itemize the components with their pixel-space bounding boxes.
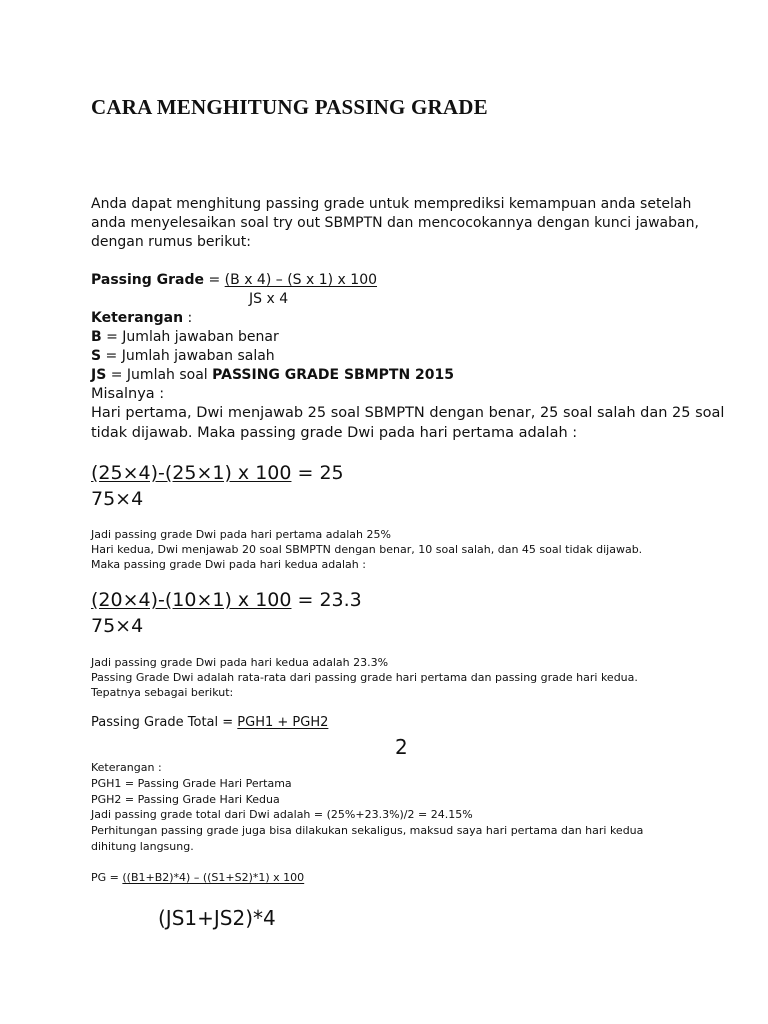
- intro-line-2: anda menyelesaikan soal try out SBMPTN dan mencocokannya dengan kunci jawaban,: [91, 215, 699, 231]
- intro-line-1: Anda dapat menghitung passing grade untuk memprediksi kemampuan anda setelah: [91, 196, 692, 212]
- after2-line-1: Jadi passing grade Dwi pada hari kedua adalah 23.3%: [91, 656, 389, 669]
- keterangan-key: S: [91, 348, 102, 364]
- keterangan-item-b: [91, 328, 279, 347]
- keterangan2-line-6: dihitung langsung.: [91, 840, 194, 853]
- keterangan2-line-2: PGH1 = Passing Grade Hari Pertama: [91, 777, 292, 790]
- pg-line: [91, 870, 304, 885]
- calc1-line: [91, 460, 344, 486]
- keterangan2-line-5: Perhitungan passing grade juga bisa dilakukan sekaligus, maksud saya hari pertama dan hari kedua: [91, 824, 644, 837]
- example1-line-2: tidak dijawab. Maka passing grade Dwi pada hari pertama adalah :: [91, 425, 578, 441]
- after1-line-2: Hari kedua, Dwi menjawab 20 soal SBMPTN dengan benar, 10 soal salah, dan 45 soal tidak dijawab.: [91, 543, 643, 556]
- calc2-denominator: 75×4: [91, 615, 144, 637]
- formula-line: [91, 271, 377, 290]
- formula-numerator: (B x 4) – (S x 1) x 100: [224, 272, 378, 288]
- page-title: CARA MENGHITUNG PASSING GRADE: [91, 95, 488, 119]
- total-numerator: PGH1 + PGH2: [237, 715, 329, 730]
- keterangan2-line-4: Jadi passing grade total dari Dwi adalah = (25%+23.3%)/2 = 24.15%: [91, 808, 473, 821]
- calc2-result: = 23.3: [291, 589, 362, 611]
- after2-line-2: Passing Grade Dwi adalah rata-rata dari passing grade hari pertama dan passing grade hari kedua.: [91, 671, 638, 684]
- keterangan-key: JS: [91, 367, 107, 383]
- pg-denominator: (JS1+JS2)*4: [158, 906, 276, 930]
- example1-line-1: Hari pertama, Dwi menjawab 25 soal SBMPTN dengan benar, 25 soal salah dan 25 soal: [91, 405, 725, 421]
- keterangan-heading: [91, 309, 192, 328]
- after1-line-3: Maka passing grade Dwi pada hari kedua adalah :: [91, 558, 366, 571]
- keterangan-text: = Jumlah jawaban benar: [101, 329, 279, 345]
- keterangan-item-s: [91, 347, 275, 366]
- keterangan-heading-label: Keterangan: [91, 310, 184, 326]
- total-line: [91, 714, 328, 731]
- formula-equals: =: [204, 272, 225, 288]
- formula-label: Passing Grade: [91, 272, 205, 288]
- calc1-result: = 25: [291, 462, 344, 484]
- keterangan-text: = Jumlah jawaban salah: [101, 348, 275, 364]
- pg-label: PG =: [91, 871, 123, 884]
- intro-line-3: dengan rumus berikut:: [91, 234, 251, 250]
- total-label: Passing Grade Total =: [91, 715, 238, 730]
- keterangan2-line-1: Keterangan :: [91, 761, 162, 774]
- pg-numerator: ((B1+B2)*4) – ((S1+S2)*1) x 100: [122, 871, 305, 884]
- formula-denominator: JS x 4: [249, 291, 289, 307]
- misalnya: Misalnya :: [91, 386, 165, 402]
- keterangan-heading-colon: :: [183, 310, 193, 326]
- calc2-line: [91, 587, 362, 613]
- keterangan-text: = Jumlah soal: [106, 367, 213, 383]
- total-denominator: 2: [395, 735, 408, 759]
- keterangan2-line-3: PGH2 = Passing Grade Hari Kedua: [91, 793, 280, 806]
- calc1-denominator: 75×4: [91, 488, 144, 510]
- keterangan-key: B: [91, 329, 102, 345]
- after2-line-3: Tepatnya sebagai berikut:: [91, 686, 234, 699]
- keterangan-item-js: [91, 366, 454, 385]
- calc2-numerator: (20×4)-(10×1) x 100: [91, 589, 292, 611]
- calc1-numerator: (25×4)-(25×1) x 100: [91, 462, 292, 484]
- after1-line-1: Jadi passing grade Dwi pada hari pertama adalah 25%: [91, 528, 391, 541]
- keterangan-strong: PASSING GRADE SBMPTN 2015: [212, 367, 454, 383]
